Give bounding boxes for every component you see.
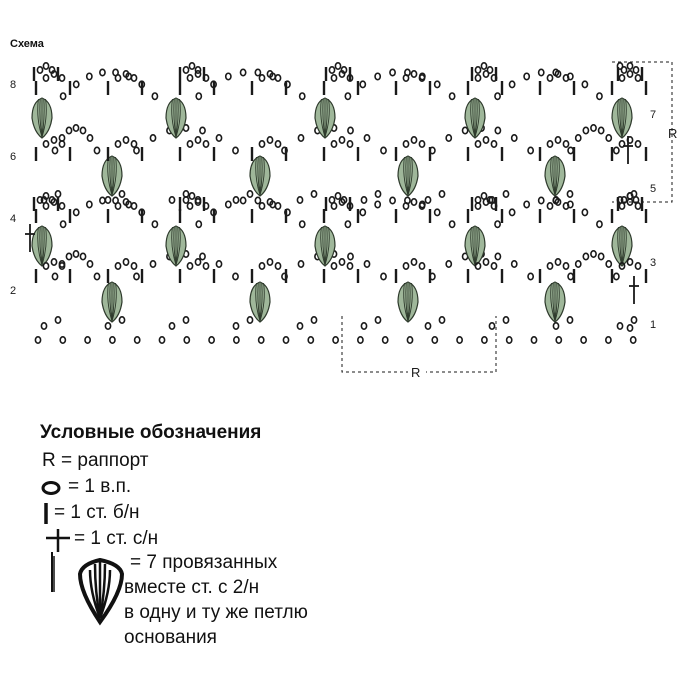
chain-stitch bbox=[135, 337, 140, 343]
chain-stitch bbox=[635, 263, 640, 269]
chain-stitch bbox=[297, 197, 302, 203]
legend-item-chain bbox=[40, 474, 680, 500]
chain-stitch bbox=[87, 135, 92, 141]
legend bbox=[40, 422, 680, 662]
chain-stitch bbox=[169, 323, 174, 329]
chain-stitch bbox=[267, 259, 272, 265]
chain-stitch bbox=[361, 197, 366, 203]
chain-stitch bbox=[435, 81, 440, 87]
chain-stitch bbox=[425, 197, 430, 203]
chain-stitch bbox=[425, 323, 430, 329]
cluster-line-1: = 7 провязанных bbox=[130, 552, 278, 573]
chain-stitch bbox=[73, 125, 78, 131]
chain-stitch bbox=[563, 203, 568, 209]
chain-stitch bbox=[226, 201, 231, 207]
chain-stitch bbox=[51, 137, 56, 143]
chain-stitch bbox=[361, 323, 366, 329]
chain-stitch bbox=[495, 221, 500, 227]
chain-stitch bbox=[195, 197, 200, 203]
legend-sc-text: = 1 ст. б/н bbox=[54, 502, 140, 523]
row-number-left: 8 bbox=[10, 79, 17, 91]
chain-stitch bbox=[298, 261, 303, 267]
row-number-left: 2 bbox=[10, 285, 17, 297]
chain-stitch bbox=[115, 141, 120, 147]
chain-stitch bbox=[411, 137, 416, 143]
chain-stitch bbox=[43, 75, 48, 81]
chain-stitch bbox=[298, 135, 303, 141]
chain-stitch bbox=[555, 137, 560, 143]
chain-stitch bbox=[358, 337, 363, 343]
chain-stitch bbox=[123, 259, 128, 265]
chain-stitch bbox=[226, 73, 231, 79]
chain-stitch bbox=[187, 203, 192, 209]
chain-stitch bbox=[633, 67, 638, 73]
chain-stitch bbox=[331, 141, 336, 147]
chain-stitch bbox=[510, 81, 515, 87]
chain-stitch bbox=[74, 209, 79, 215]
chain-stitch bbox=[61, 93, 66, 99]
chain-stitch bbox=[482, 337, 487, 343]
chain-stitch bbox=[568, 273, 573, 279]
legend-dc-text: = 1 ст. с/н bbox=[74, 528, 159, 549]
chain-stitch bbox=[61, 221, 66, 227]
chain-stitch bbox=[259, 203, 264, 209]
chain-stitch bbox=[51, 259, 56, 265]
chain-stitch bbox=[87, 201, 92, 207]
chain-stitch bbox=[216, 135, 221, 141]
chain-stitch bbox=[555, 259, 560, 265]
chain-stitch bbox=[606, 337, 611, 343]
chain-stitch bbox=[383, 337, 388, 343]
chain-stitch bbox=[411, 259, 416, 265]
row-number-left: 4 bbox=[10, 213, 17, 225]
chain-stitch bbox=[487, 67, 492, 73]
chain-stitch bbox=[576, 135, 581, 141]
chain-stitch bbox=[331, 263, 336, 269]
chain-stitch bbox=[87, 73, 92, 79]
chain-stitch bbox=[531, 337, 536, 343]
chain-stitch bbox=[267, 137, 272, 143]
legend-item-repeat bbox=[40, 448, 680, 474]
legend-item-cluster bbox=[40, 552, 680, 662]
chain-stitch bbox=[348, 127, 353, 133]
chain-stitch bbox=[606, 135, 611, 141]
chart-title: Схема bbox=[10, 38, 44, 50]
chain-stitch bbox=[85, 337, 90, 343]
chain-stitch bbox=[435, 209, 440, 215]
chain-stitch bbox=[331, 75, 336, 81]
chain-stitch bbox=[582, 81, 587, 87]
chain-stitch bbox=[169, 197, 174, 203]
chain-stitch bbox=[583, 127, 588, 133]
chain-stitch bbox=[475, 75, 480, 81]
chain-stitch bbox=[200, 127, 205, 133]
chain-stitch bbox=[375, 201, 380, 207]
chain-stitch bbox=[134, 147, 139, 153]
chain-stitch bbox=[333, 337, 338, 343]
chain-stitch bbox=[105, 323, 110, 329]
chain-stitch bbox=[196, 93, 201, 99]
chain-stitch bbox=[483, 259, 488, 265]
chain-stitch bbox=[187, 141, 192, 147]
chain-stitch bbox=[60, 337, 65, 343]
chain-stitch bbox=[94, 147, 99, 153]
chain-stitch bbox=[80, 253, 85, 259]
chain-stitch bbox=[563, 75, 568, 81]
chain-stitch bbox=[635, 141, 640, 147]
chain-stitch bbox=[556, 337, 561, 343]
chain-stitch bbox=[187, 263, 192, 269]
chain-stitch bbox=[55, 317, 60, 323]
row-number-left: 6 bbox=[10, 151, 17, 163]
chain-stitch bbox=[94, 273, 99, 279]
chain-stitch bbox=[110, 337, 115, 343]
chain-stitch bbox=[283, 337, 288, 343]
chain-stitch bbox=[259, 141, 264, 147]
chain-stitch bbox=[335, 193, 340, 199]
chain-stitch bbox=[134, 273, 139, 279]
cluster-line-3: в одну и ту же петлю bbox=[124, 602, 308, 623]
chain-stitch bbox=[375, 73, 380, 79]
chain-stitch bbox=[503, 191, 508, 197]
chain-stitch bbox=[59, 263, 64, 269]
chain-stitch bbox=[123, 137, 128, 143]
chain-stitch bbox=[115, 263, 120, 269]
chain-stitch bbox=[381, 147, 386, 153]
chain-stitch bbox=[631, 317, 636, 323]
chain-stitch bbox=[259, 263, 264, 269]
chain-stitch bbox=[119, 191, 124, 197]
chain-stitch bbox=[390, 197, 395, 203]
chain-stitch bbox=[59, 75, 64, 81]
chain-stitch bbox=[446, 135, 451, 141]
chain-stitch bbox=[495, 253, 500, 259]
legend-repeat-text: R = раппорт bbox=[42, 450, 149, 471]
chain-stitch bbox=[581, 337, 586, 343]
chain-stitch bbox=[348, 253, 353, 259]
chain-stitch bbox=[439, 317, 444, 323]
chain-stitch bbox=[152, 93, 157, 99]
chain-stitch bbox=[381, 273, 386, 279]
chain-stitch bbox=[59, 203, 64, 209]
chain-stitch bbox=[131, 141, 136, 147]
chain-stitch bbox=[311, 191, 316, 197]
chain-stitch bbox=[364, 261, 369, 267]
chain-stitch bbox=[41, 323, 46, 329]
chain-stitch bbox=[432, 337, 437, 343]
row-number-right: 7 bbox=[650, 109, 657, 121]
cluster-stitch-icon bbox=[40, 552, 130, 662]
chain-stitch bbox=[576, 261, 581, 267]
chain-stitch bbox=[375, 191, 380, 197]
chain-stitch bbox=[507, 337, 512, 343]
chain-stitch bbox=[255, 197, 260, 203]
chain-stitch bbox=[614, 147, 619, 153]
chain-stitch bbox=[491, 263, 496, 269]
chain-stitch bbox=[627, 325, 632, 331]
chain-stitch bbox=[275, 75, 280, 81]
chain-stitch bbox=[87, 261, 92, 267]
chain-stitch bbox=[419, 141, 424, 147]
row-number-right: 5 bbox=[650, 183, 657, 195]
repeat-label-right: R bbox=[668, 126, 678, 141]
chain-stitch bbox=[203, 141, 208, 147]
legend-chain-text: = 1 в.п. bbox=[68, 476, 132, 497]
chain-stitch bbox=[234, 337, 239, 343]
chain-stitch bbox=[233, 323, 238, 329]
chain-stitch bbox=[329, 67, 334, 73]
chain-stitch bbox=[233, 147, 238, 153]
chain-stitch bbox=[364, 135, 369, 141]
chain-stitch bbox=[300, 93, 305, 99]
chain-stitch bbox=[115, 203, 120, 209]
chain-stitch bbox=[275, 141, 280, 147]
chain-stitch bbox=[43, 263, 48, 269]
chain-stitch bbox=[567, 317, 572, 323]
chain-stitch bbox=[105, 197, 110, 203]
chain-stitch bbox=[568, 147, 573, 153]
legend-title: Условные обозначения bbox=[40, 422, 262, 443]
row-number-right: 3 bbox=[650, 257, 657, 269]
repeat-bracket-bottom bbox=[342, 316, 496, 372]
chain-stitch bbox=[591, 125, 596, 131]
chain-stitch bbox=[481, 193, 486, 199]
chain-stitch bbox=[403, 263, 408, 269]
row-number-right: 1 bbox=[650, 319, 657, 331]
chain-stitch bbox=[275, 203, 280, 209]
chain-stitch bbox=[407, 337, 412, 343]
chain-stitch bbox=[100, 69, 105, 75]
chain-stitch bbox=[390, 69, 395, 75]
chain-stitch bbox=[567, 191, 572, 197]
chain-stitch bbox=[627, 259, 632, 265]
chain-stitch bbox=[597, 93, 602, 99]
repeat-label-bottom: R bbox=[411, 365, 421, 380]
chain-stitch bbox=[300, 221, 305, 227]
chain-stitch bbox=[411, 199, 416, 205]
chain-stitch bbox=[547, 203, 552, 209]
chain-stitch bbox=[591, 251, 596, 257]
chain-stitch bbox=[403, 141, 408, 147]
chain-stitch bbox=[617, 323, 622, 329]
chain-stitch bbox=[247, 317, 252, 323]
chain-stitch bbox=[189, 193, 194, 199]
chain-stitch bbox=[619, 75, 624, 81]
chain-stitch bbox=[329, 197, 334, 203]
chain-stitch bbox=[183, 317, 188, 323]
chain-stitch bbox=[195, 259, 200, 265]
chain-stitch bbox=[597, 221, 602, 227]
chain-stitch bbox=[37, 67, 42, 73]
chain-stitch bbox=[35, 337, 40, 343]
chain-stitch bbox=[450, 221, 455, 227]
chain-stitch bbox=[345, 93, 350, 99]
chain-stitch bbox=[510, 209, 515, 215]
chain-stitch bbox=[563, 141, 568, 147]
chain-stitch bbox=[152, 221, 157, 227]
chain-stitch bbox=[259, 337, 264, 343]
chain-stitch bbox=[52, 273, 57, 279]
chain-stitch bbox=[66, 127, 71, 133]
chain-stitch bbox=[512, 135, 517, 141]
chain-stitch bbox=[360, 209, 365, 215]
chain-stitch bbox=[627, 71, 632, 77]
chain-stitch bbox=[43, 141, 48, 147]
chain-stitch bbox=[131, 203, 136, 209]
chain-stitch bbox=[439, 191, 444, 197]
chain-stitch bbox=[483, 137, 488, 143]
chain-stitch bbox=[43, 203, 48, 209]
chain-stitch bbox=[100, 197, 105, 203]
chain-stitch bbox=[528, 147, 533, 153]
cluster-line-2: вместе ст. с 2/н bbox=[124, 577, 260, 598]
chain-stitch bbox=[489, 323, 494, 329]
chain-stitch bbox=[582, 209, 587, 215]
chain-stitch-icon bbox=[40, 474, 70, 500]
chain-stitch bbox=[308, 337, 313, 343]
chain-stitch bbox=[547, 263, 552, 269]
chain-stitch bbox=[463, 127, 468, 133]
chain-stitch bbox=[131, 75, 136, 81]
chain-stitch bbox=[189, 63, 194, 69]
chain-stitch bbox=[614, 273, 619, 279]
chain-stitch bbox=[73, 251, 78, 257]
chain-stitch bbox=[617, 63, 622, 69]
chain-stitch bbox=[311, 317, 316, 323]
chain-stitch bbox=[627, 63, 632, 69]
chain-stitch bbox=[475, 67, 480, 73]
chain-stitch bbox=[52, 147, 57, 153]
chain-stitch bbox=[539, 69, 544, 75]
chain-stitch bbox=[115, 75, 120, 81]
chain-stitch bbox=[74, 81, 79, 87]
legend-item-sc bbox=[40, 500, 680, 526]
chain-stitch bbox=[37, 197, 42, 203]
chain-stitch bbox=[203, 263, 208, 269]
chain-stitch bbox=[547, 75, 552, 81]
chain-stitch bbox=[200, 253, 205, 259]
chain-stitch bbox=[528, 273, 533, 279]
chain-stitch bbox=[411, 71, 416, 77]
chain-stitch bbox=[297, 323, 302, 329]
chain-stitch bbox=[547, 141, 552, 147]
chain-stitch bbox=[80, 127, 85, 133]
chain-stitch bbox=[43, 63, 48, 69]
chain-stitch bbox=[247, 191, 252, 197]
chain-stitch bbox=[339, 137, 344, 143]
chain-stitch bbox=[347, 263, 352, 269]
chain-stitch bbox=[195, 137, 200, 143]
chain-stitch bbox=[481, 63, 486, 69]
chain-stitch bbox=[339, 259, 344, 265]
chain-stitch bbox=[524, 201, 529, 207]
chain-stitch bbox=[233, 197, 238, 203]
chain-stitch bbox=[583, 253, 588, 259]
chain-stitch bbox=[606, 261, 611, 267]
chain-stitch bbox=[187, 75, 192, 81]
chain-stitch bbox=[360, 81, 365, 87]
chain-stitch bbox=[563, 263, 568, 269]
chain-stitch bbox=[635, 75, 640, 81]
chain-stitch bbox=[419, 263, 424, 269]
chain-stitch bbox=[495, 93, 500, 99]
chain-stitch bbox=[457, 337, 462, 343]
chain-stitch bbox=[209, 337, 214, 343]
chain-stitch bbox=[131, 263, 136, 269]
chain-stitch bbox=[233, 273, 238, 279]
chain-stitch bbox=[512, 261, 517, 267]
chain-stitch bbox=[631, 337, 636, 343]
chain-stitch bbox=[275, 263, 280, 269]
chain-stitch bbox=[491, 141, 496, 147]
legend-cluster-text bbox=[124, 550, 308, 650]
chain-stitch bbox=[241, 197, 246, 203]
chain-stitch bbox=[184, 337, 189, 343]
chain-stitch bbox=[216, 261, 221, 267]
chain-stitch bbox=[150, 135, 155, 141]
cluster-line-4: основания bbox=[124, 627, 217, 648]
chain-stitch bbox=[150, 261, 155, 267]
chain-stitch bbox=[539, 197, 544, 203]
chain-stitch bbox=[599, 127, 604, 133]
chain-stitch bbox=[55, 191, 60, 197]
chain-stitch bbox=[119, 317, 124, 323]
chain-stitch bbox=[196, 221, 201, 227]
chain-stitch bbox=[524, 73, 529, 79]
chain-stitch bbox=[503, 317, 508, 323]
chain-stitch bbox=[475, 141, 480, 147]
chain-stitch bbox=[599, 253, 604, 259]
chain-stitch bbox=[345, 221, 350, 227]
chain-stitch bbox=[241, 69, 246, 75]
chain-stitch bbox=[66, 253, 71, 259]
chain-stitch bbox=[183, 67, 188, 73]
chain-stitch bbox=[335, 63, 340, 69]
chain-stitch bbox=[375, 317, 380, 323]
chain-stitch bbox=[347, 141, 352, 147]
chain-stitch bbox=[259, 75, 264, 81]
chain-stitch bbox=[553, 323, 558, 329]
chain-stitch bbox=[255, 69, 260, 75]
chain-stitch bbox=[450, 93, 455, 99]
legend-item-dc bbox=[40, 526, 680, 552]
chain-stitch bbox=[495, 127, 500, 133]
chain-stitch bbox=[446, 261, 451, 267]
chain-stitch bbox=[159, 337, 164, 343]
